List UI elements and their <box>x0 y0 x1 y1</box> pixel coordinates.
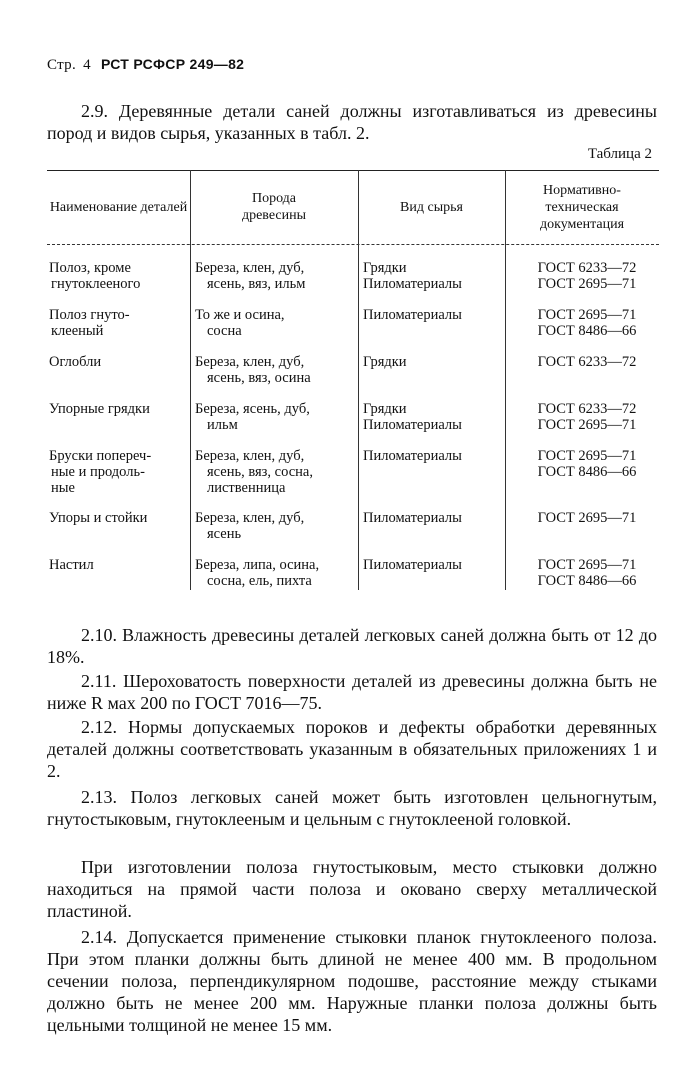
table-row-docs: ГОСТ 2695—71 ГОСТ 8486—66 <box>537 448 637 480</box>
table-row-name: Настил <box>49 557 94 573</box>
standard-code: РСТ РСФСР 249—82 <box>100 56 245 72</box>
section-2-13-continuation: При изготовлении полоза гнутостыковым, место стыковки должно находиться на прямой части полоза и оковано сверху металлической пластиной. <box>47 857 657 921</box>
section-2-13: 2.13. Полоз легковых саней может быть изготовлен цельногнутым, гнутостыковым, гнутоклееным и цельным с гнутоклееной головкой. <box>47 787 657 829</box>
table-row-material: Пиломатериалы <box>363 448 462 464</box>
section-2-14: 2.14. Допускается применение стыковки планок гнутоклееного полоза. При этом планки должны быть длиной не менее 400 мм. В продольном сечении полоза, перпендикулярном подошве, расстояние между стыками должно быть не менее 200 мм. Наружные планки полоза должны быть цельными толщиной не менее 15 мм. <box>47 927 657 1035</box>
table-row-docs: ГОСТ 2695—71 ГОСТ 8486—66 <box>537 307 637 339</box>
table-row-material: Грядки Пиломатериалы <box>363 401 462 433</box>
wood-table <box>47 170 659 600</box>
table-row-material: Пиломатериалы <box>363 557 462 573</box>
table-row-wood: Береза, ясень, дуб, ильм <box>195 401 310 433</box>
table-row-docs: ГОСТ 6233—72 <box>537 354 637 370</box>
table-row-wood: То же и осина, сосна <box>195 307 285 339</box>
table-row-docs: ГОСТ 6233—72 ГОСТ 2695—71 <box>537 260 637 292</box>
table-row-material: Пиломатериалы <box>363 307 462 323</box>
table-row-material: Пиломатериалы <box>363 510 462 526</box>
table-row-docs: ГОСТ 6233—72 ГОСТ 2695—71 <box>537 401 637 433</box>
table-header-rule <box>47 244 659 245</box>
table-row-name: Полоз гнуто- клееный <box>49 307 130 339</box>
section-2-11: 2.11. Шероховатость поверхности деталей из древесины должна быть не ниже R мах 200 по ГОСТ 7016—75. <box>47 671 657 713</box>
table-row-wood: Береза, клен, дуб, ясень <box>195 510 305 542</box>
table-row-wood: Береза, клен, дуб, ясень, вяз, ильм <box>195 260 306 292</box>
table-row-docs: ГОСТ 2695—71 <box>537 510 637 526</box>
page-header <box>47 56 244 74</box>
table-row-wood: Береза, клен, дуб, ясень, вяз, осина <box>195 354 311 386</box>
column-header-docs: Нормативно-техническая документация <box>539 182 625 232</box>
table-row-name: Полоз, кроме гнутоклееного <box>49 260 141 292</box>
table-row-wood: Береза, липа, осина, сосна, ель, пихта <box>195 557 320 589</box>
table-row-docs: ГОСТ 2695—71 ГОСТ 8486—66 <box>537 557 637 589</box>
page-number: 4 <box>83 57 91 73</box>
column-header-name: Наименование деталей <box>49 199 188 215</box>
page-prefix: Стр. <box>47 57 76 73</box>
table-row-material: Грядки Пиломатериалы <box>363 260 462 292</box>
section-2-10: 2.10. Влажность древесины деталей легковых саней должна быть от 12 до 18%. <box>47 625 657 667</box>
table-row-material: Грядки <box>363 354 407 370</box>
table-row-name: Упорные грядки <box>49 401 150 417</box>
section-2-12: 2.12. Нормы допускаемых пороков и дефекты обработки деревянных деталей должны соответствовать указанным в обязательных приложениях 1 и 2. <box>47 717 657 781</box>
table-row-name: Бруски попереч- ные и продоль- ные <box>49 448 152 496</box>
table-row-name: Оглобли <box>49 354 102 370</box>
table-row-wood: Береза, клен, дуб, ясень, вяз, сосна, лиственница <box>195 448 313 496</box>
column-header-wood: Порода древесины <box>241 191 307 223</box>
section-2-9: 2.9. Деревянные детали саней должны изготавливаться из древесины пород и видов сырья, указанных в табл. 2. <box>47 101 657 143</box>
column-header-material: Вид сырья <box>400 199 463 215</box>
table-row-name: Упоры и стойки <box>49 510 148 526</box>
table-caption: Таблица 2 <box>587 146 652 162</box>
